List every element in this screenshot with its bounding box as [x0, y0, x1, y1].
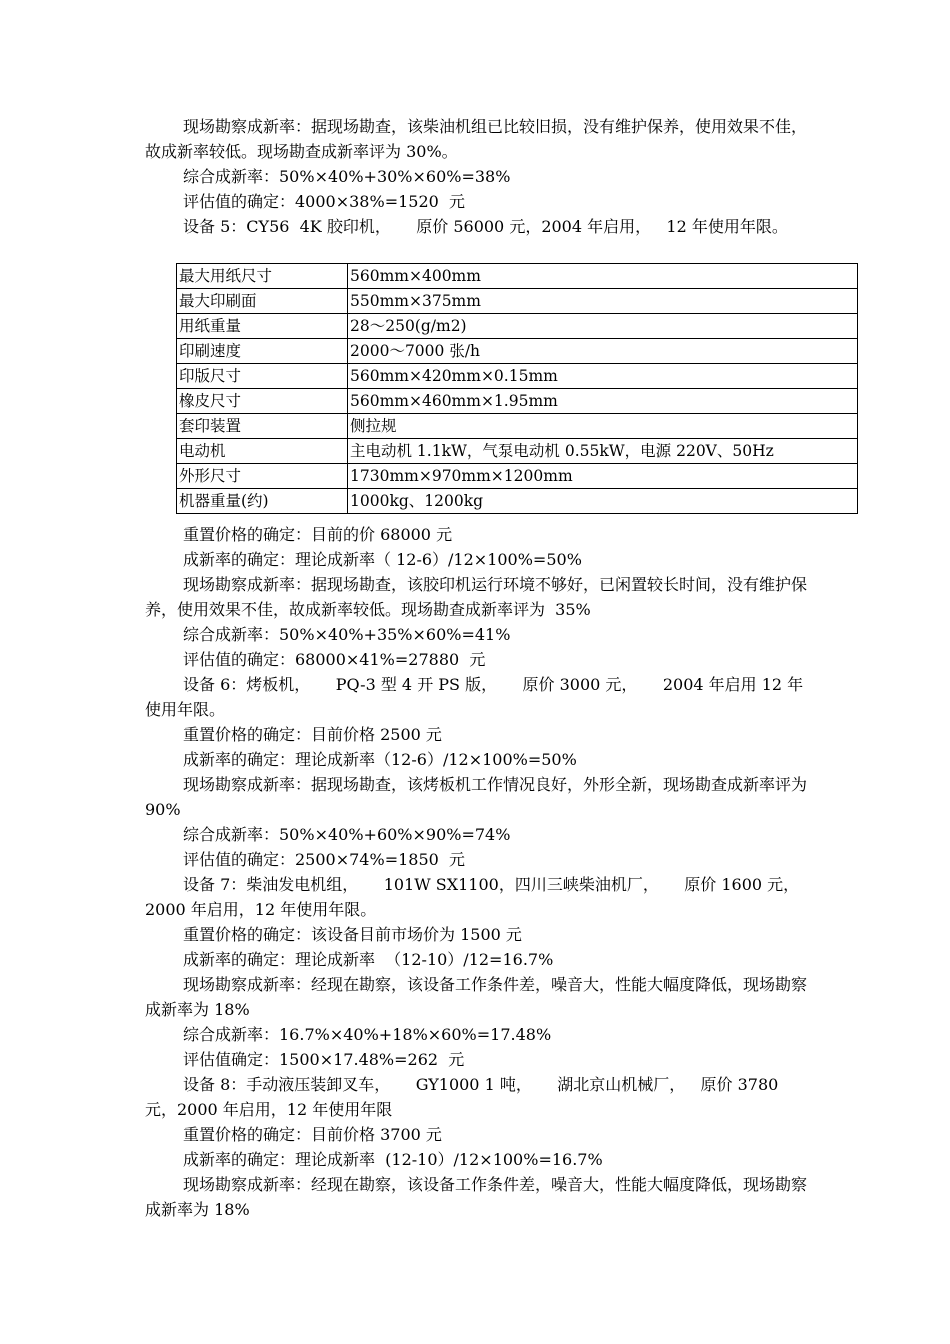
spec-value: 主电动机 1.1kW，气泵电动机 0.55kW，电源 220V、50Hz	[348, 439, 858, 464]
spec-key: 外形尺寸	[177, 464, 348, 489]
spec-value: 560mm×420mm×0.15mm	[348, 364, 858, 389]
paragraph: 评估值确定：1500×17.48%=262 元	[183, 1050, 465, 1069]
paragraph: 现场勘察成新率：据现场勘查，该烤板机工作情况良好，外形全新，现场勘查成新率评为 90%	[145, 775, 813, 819]
spec-value: 1730mm×970mm×1200mm	[348, 464, 858, 489]
paragraph: 重置价格的确定：目前价格 2500 元	[183, 725, 442, 744]
table-row	[177, 339, 858, 364]
spec-value: 2000～7000 张/h	[348, 339, 858, 364]
paragraph: 重置价格的确定：该设备目前市场价为 1500 元	[183, 925, 522, 944]
paragraph: 现场勘察成新率：经现在勘察，该设备工作条件差，噪音大，性能大幅度降低，现场勘察成新率为 18%	[145, 975, 808, 1019]
paragraph: 评估值的确定：4000×38%=1520 元	[183, 192, 465, 211]
table-row	[177, 414, 858, 439]
spec-value: 28～250(g/m2)	[348, 314, 858, 339]
paragraph: 成新率的确定：理论成新率 （12-10）/12=16.7%	[183, 950, 554, 969]
paragraph: 成新率的确定：理论成新率（12-6）/12×100%=50%	[183, 750, 577, 769]
spec-value: 550mm×375mm	[348, 289, 858, 314]
spec-key: 最大印刷面	[177, 289, 348, 314]
spec-table	[176, 263, 858, 514]
table-row	[177, 464, 858, 489]
table-row	[177, 264, 858, 289]
table-row	[177, 289, 858, 314]
paragraph: 重置价格的确定：目前的价 68000 元	[183, 525, 453, 544]
paragraph: 设备 8：手动液压装卸叉车， GY1000 1 吨， 湖北京山机械厂， 原价 3780 元，2000 年启用，12 年使用年限	[145, 1075, 784, 1119]
table-row	[177, 489, 858, 514]
paragraph: 评估值的确定：2500×74%=1850 元	[183, 850, 465, 869]
paragraph: 现场勘察成新率：据现场勘查，该胶印机运行环境不够好，已闲置较长时间，没有维护保养，使用效果不佳，故成新率较低。现场勘查成新率评为 35%	[145, 575, 808, 619]
spec-key: 电动机	[177, 439, 348, 464]
spec-value: 侧拉规	[348, 414, 858, 439]
text-block-before-table	[145, 114, 810, 239]
spec-key: 印刷速度	[177, 339, 348, 364]
spec-value: 1000kg、1200kg	[348, 489, 858, 514]
spec-key: 最大用纸尺寸	[177, 264, 348, 289]
paragraph: 重置价格的确定：目前价格 3700 元	[183, 1125, 442, 1144]
paragraph: 成新率的确定：理论成新率 (12-10）/12×100%=16.7%	[183, 1150, 603, 1169]
paragraph: 现场勘察成新率：据现场勘查，该柴油机组已比较旧损，没有维护保养，使用效果不佳，故成新率较低。现场勘查成新率评为 30%。	[145, 117, 808, 161]
paragraph: 成新率的确定：理论成新率（ 12-6）/12×100%=50%	[183, 550, 582, 569]
paragraph: 评估值的确定：68000×41%=27880 元	[183, 650, 486, 669]
paragraph: 设备 6：烤板机， PQ-3 型 4 开 PS 版， 原价 3000 元， 2004 年启用 12 年使用年限。	[145, 675, 804, 719]
table-row	[177, 389, 858, 414]
paragraph: 综合成新率：16.7%×40%+18%×60%=17.48%	[183, 1025, 552, 1044]
spec-key: 用纸重量	[177, 314, 348, 339]
spec-key: 机器重量(约)	[177, 489, 348, 514]
paragraph: 综合成新率：50%×40%+30%×60%=38%	[183, 167, 511, 186]
paragraph: 综合成新率：50%×40%+60%×90%=74%	[183, 825, 511, 844]
table-row	[177, 439, 858, 464]
table-row	[177, 364, 858, 389]
paragraph: 现场勘察成新率：经现在勘察，该设备工作条件差，噪音大，性能大幅度降低，现场勘察成新率为 18%	[145, 1175, 808, 1219]
spec-key: 套印装置	[177, 414, 348, 439]
spec-value: 560mm×400mm	[348, 264, 858, 289]
spec-value: 560mm×460mm×1.95mm	[348, 389, 858, 414]
table-row	[177, 314, 858, 339]
paragraph: 设备 7：柴油发电机组， 101W SX1100，四川三峡柴油机厂， 原价 1600 元， 2000 年启用，12 年使用年限。	[145, 875, 835, 919]
paragraph: 设备 5：CY56 4K 胶印机， 原价 56000 元，2004 年启用， 12 年使用年限。	[183, 217, 788, 236]
spec-key: 橡皮尺寸	[177, 389, 348, 414]
paragraph: 综合成新率：50%×40%+35%×60%=41%	[183, 625, 511, 644]
spec-key: 印版尺寸	[177, 364, 348, 389]
text-block-after-table	[145, 522, 835, 1222]
